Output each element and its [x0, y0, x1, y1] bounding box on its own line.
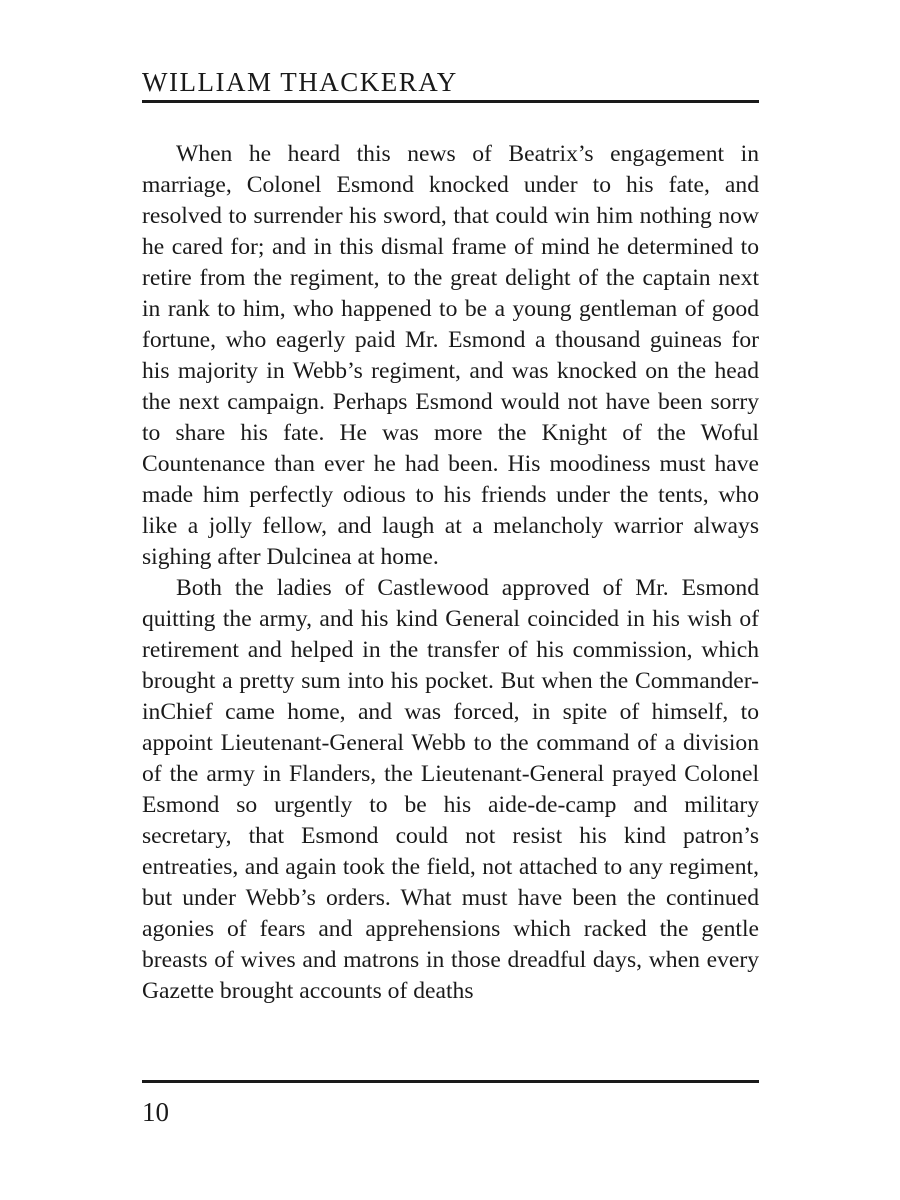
- body-text: [142, 139, 759, 1007]
- running-head-title: WILLIAM THACKERAY: [142, 67, 458, 97]
- paragraph: When he heard this news of Beatrix’s engagement in marriage, Colonel Esmond knocked under to his fate, and resolved to surrender his sword, that could win him nothing now he cared for; and in this dismal frame of mind he determined to retire from the regiment, to the great delight of the captain next in rank to him, who happened to be a young gentleman of good fortune, who eagerly paid Mr. Esmond a thousand guineas for his majority in Webb’s regiment, and was knocked on the head the next campaign. Perhaps Esmond would not have been sorry to share his fate. He was more the Knight of the Woful Countenance than ever he had been. His moodiness must have made him perfectly odious to his friends under the tents, who like a jolly fellow, and laugh at a melancholy warrior always sighing after Dulcinea at home.: [142, 141, 759, 570]
- page-number: 10: [142, 1097, 169, 1127]
- paragraph: Both the ladies of Castlewood approved of Mr. Esmond quitting the army, and his kind General coincided in his wish of retirement and helped in the transfer of his commission, which brought a pretty sum into his pocket. But when the Commander-inChief came home, and was forced, in spite of himself, to appoint Lieutenant-General Webb to the command of a division of the army in Flanders, the Lieutenant-General prayed Colonel Esmond so urgently to be his aide-de-camp and military secretary, that Esmond could not resist his kind patron’s entreaties, and again took the field, not attached to any regiment, but under Webb’s orders. What must have been the continued agonies of fears and apprehensions which racked the gentle breasts of wives and matrons in those dreadful days, when every Gazette brought accounts of deaths: [142, 575, 759, 1004]
- header-rule: [142, 100, 759, 103]
- footer-rule: [142, 1080, 759, 1083]
